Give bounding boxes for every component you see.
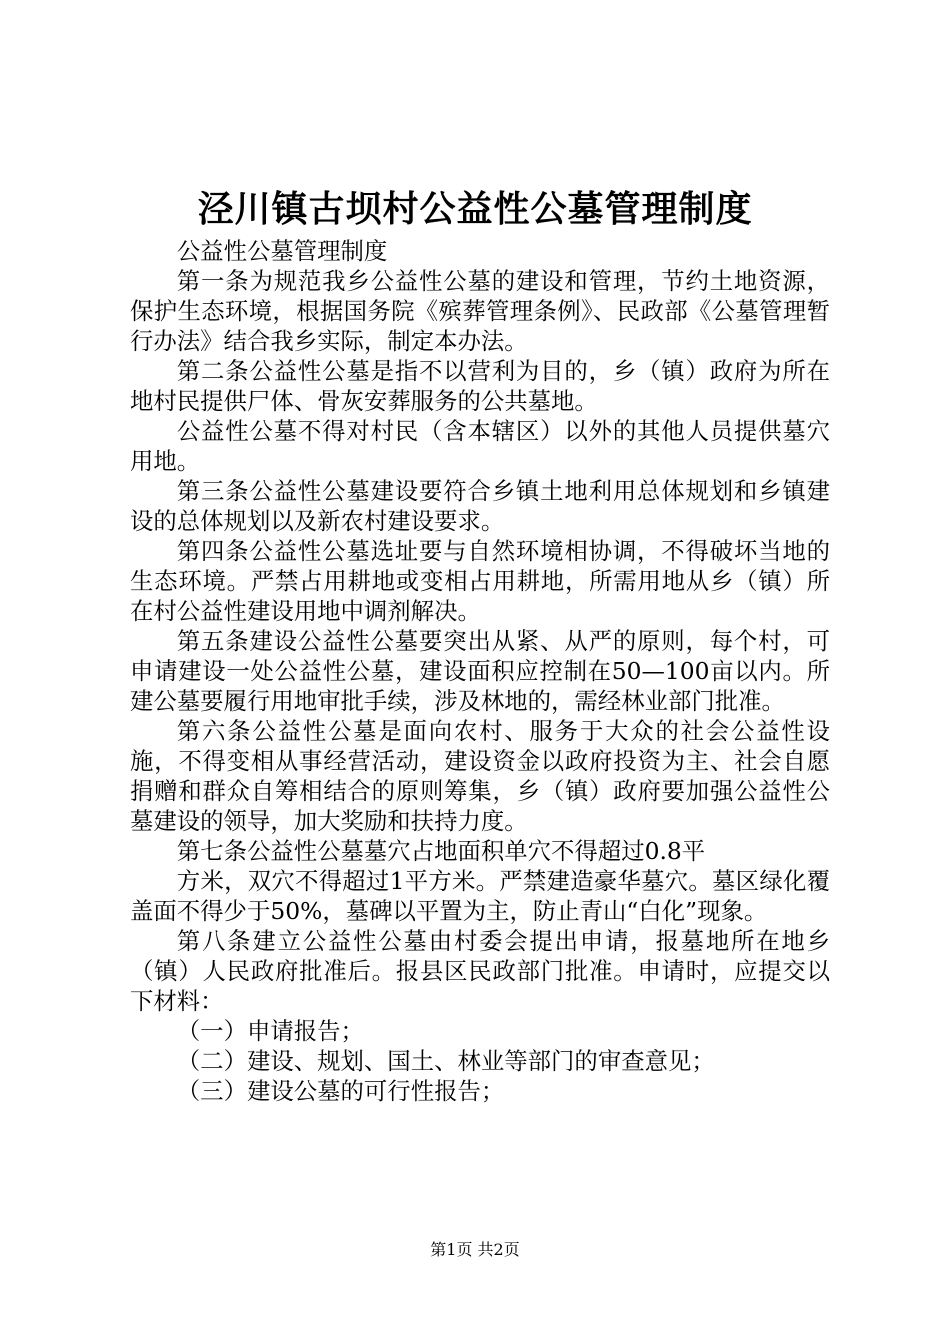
list-item-1: （一）申请报告； xyxy=(176,1017,364,1045)
paragraph-article-2: 第二条公益性公墓是指不以营利为目的，乡（镇）政府为所在地村民提供尸体、骨灰安葬服务的公共墓地。 xyxy=(130,357,830,415)
paragraph-subtitle: 公益性公墓管理制度 xyxy=(176,237,388,265)
document-title: 泾川镇古坝村公益性公墓管理制度 xyxy=(197,188,753,230)
page-footer: 第1页 共2页 xyxy=(430,1240,520,1259)
list-item-2: （二）建设、规划、国土、林业等部门的审查意见； xyxy=(176,1047,715,1075)
paragraph-article-7: 第七条公益性公墓墓穴占地面积单穴不得超过0.8平 xyxy=(176,837,706,865)
paragraph-article-1: 第一条为规范我乡公益性公墓的建设和管理，节约土地资源，保护生态环境，根据国务院《殡葬管理条例》、民政部《公墓管理暂行办法》结合我乡实际，制定本办法。 xyxy=(130,267,830,355)
paragraph-article-8: 第八条建立公益性公墓由村委会提出申请，报墓地所在地乡（镇）人民政府批准后。报县区民政部门批准。申请时，应提交以下材料： xyxy=(130,927,830,1015)
paragraph-article-2-note: 公益性公墓不得对村民（含本辖区）以外的其他人员提供墓穴用地。 xyxy=(130,417,830,475)
paragraph-article-6: 第六条公益性公墓是面向农村、服务于大众的社会公益性设施，不得变相从事经营活动，建设资金以政府投资为主、社会自愿捐赠和群众自筹相结合的原则筹集，乡（镇）政府要加强公益性公墓建设的领导，加大奖励和扶持力度。 xyxy=(130,717,830,835)
paragraph-article-7-cont: 方米，双穴不得超过1平方米。严禁建造豪华墓穴。墓区绿化覆盖面不得少于50%，墓碑以平置为主，防止青山“白化”现象。 xyxy=(130,867,830,925)
list-item-3: （三）建设公墓的可行性报告； xyxy=(176,1077,505,1105)
document-body xyxy=(130,236,830,1106)
paragraph-article-3: 第三条公益性公墓建设要符合乡镇土地利用总体规划和乡镇建设的总体规划以及新农村建设要求。 xyxy=(130,477,830,535)
paragraph-article-4: 第四条公益性公墓选址要与自然环境相协调，不得破坏当地的生态环境。严禁占用耕地或变相占用耕地，所需用地从乡（镇）所在村公益性建设用地中调剂解决。 xyxy=(130,537,830,625)
paragraph-article-5: 第五条建设公益性公墓要突出从紧、从严的原则，每个村，可申请建设一处公益性公墓，建设面积应控制在50—100亩以内。所建公墓要履行用地审批手续，涉及林地的，需经林业部门批准。 xyxy=(130,627,830,715)
